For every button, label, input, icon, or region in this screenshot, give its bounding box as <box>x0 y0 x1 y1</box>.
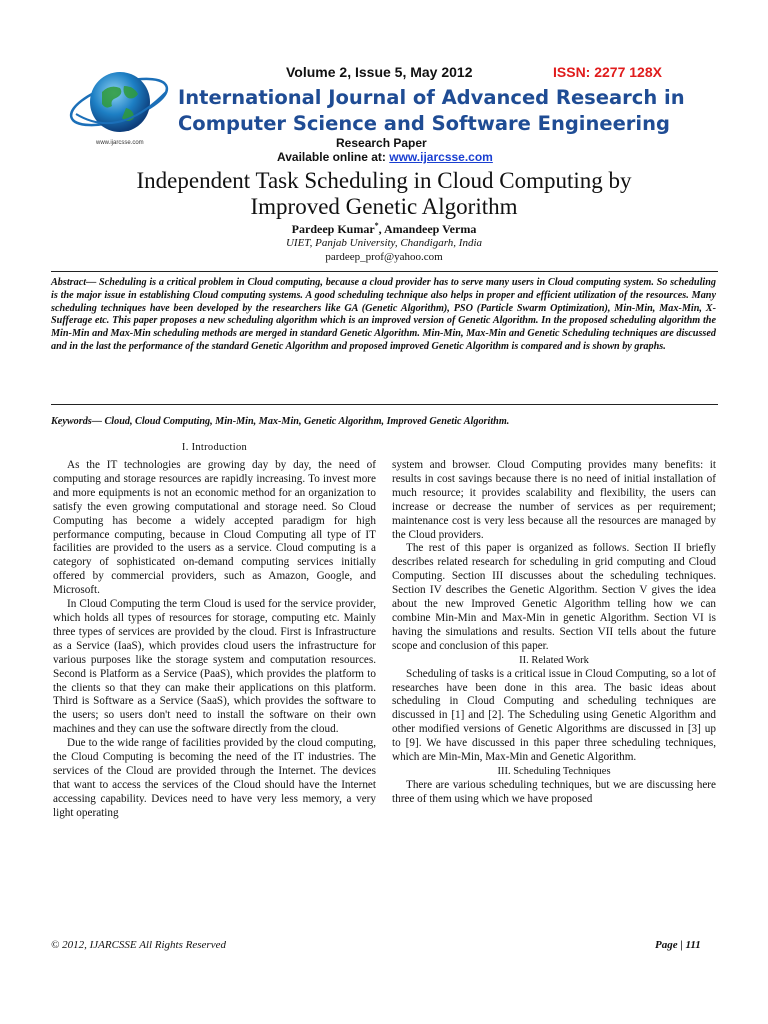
related-work-paragraph: Scheduling of tasks is a critical issue in Cloud Computing, so a lot of researches have been done in this area. The basic ideas about scheduling in Cloud Computing and scheduling techniques are discussed in [1] and [2]. The Scheduling using Genetic Algorithm and other modified versions of Genetic Algorithms are discussed in [3] up to [9]. We have discussed in this paper three scheduling techniques, which are Min-Min, Max-Min and Genetic Algorithm. <box>392 667 716 764</box>
author-2: , Amandeep Verma <box>378 222 477 236</box>
section-heading-introduction: I. Introduction <box>181 442 248 453</box>
intro-paragraph-1: As the IT technologies are growing day by day, the need of computing and storage resources are rapidly increasing. To invest more and more equipments is not an economic method for an organization to satisfy the even growing computational and storage need. So Cloud Computing has become a widely accepted paradigm for high performance computing, because in Cloud Computing all type of IT facilities are provided to the users as a service. Cloud computing is a category of sophisticated on-demand computing services initially offered by commercial providers, such as Amazon, Google, and Microsoft. <box>53 459 376 597</box>
abstract-top-rule <box>51 271 718 272</box>
abstract-label: Abstract <box>51 277 87 288</box>
keywords <box>51 416 716 427</box>
page-number: Page | 111 <box>655 939 701 951</box>
scheduling-paragraph: There are various scheduling techniques, but we are discussing here three of them using which we have proposed <box>392 778 716 805</box>
abstract-text: — Scheduling is a critical problem in Cloud computing, because a cloud provider has to serve many users in Cloud computing system. So scheduling is the major issue in establishing Cloud computing systems. A good scheduling technique also helps in proper and efficient utilization of the resources. Many scheduling techniques have been developed by the researchers like GA (Genetic Algorithm), PSO (Particle Swarm Optimization), Min-Min, Max-Min, X-Sufferage etc. This paper proposes a new scheduling algorithm which is an improved version of Genetic Algorithm. In the proposed scheduling algorithm the Min-Min and Max-Min scheduling methods are merged in standard Genetic Algorithm. Min-Min, Max-Min and Genetic Scheduling techniques are discussed and in the last the performance of the standard Genetic Algorithm and proposed improved Genetic Algorithm is compared and is shown by graphs. <box>51 277 716 352</box>
section-heading-related-work: II. Related Work <box>519 654 589 666</box>
paper-title-line2: Improved Genetic Algorithm <box>250 194 518 219</box>
author-1: Pardeep Kumar <box>291 222 375 236</box>
available-prefix: Available online at: <box>277 150 390 164</box>
authors <box>60 221 708 237</box>
available-online <box>277 150 493 164</box>
keywords-label: Keywords <box>51 416 92 427</box>
abstract <box>51 277 716 354</box>
journal-website-link[interactable]: www.ijarcsse.com <box>389 150 493 164</box>
author-mark: * <box>374 221 379 230</box>
right-paragraph-1: system and browser. Cloud Computing provides many benefits: it results in cost savings because there is no need of initial installation of much resource; it provides scalability and flexibility, the users can increase or decrease the number of services as per requirement; maintenance cost is very less because all the resources are managed by the Cloud providers. <box>392 459 716 541</box>
abstract-bottom-rule <box>51 404 718 405</box>
paper-title-line1: Independent Task Scheduling in Cloud Computing by <box>136 168 632 193</box>
author-email: pardeep_prof@yahoo.com <box>325 251 443 263</box>
intro-paragraph-2: In Cloud Computing the term Cloud is used for the service provider, which holds all types of resources for storage, computing etc. Mainly three types of services are provided by the cloud. First is Infrastructure as a Service (IaaS), which provides cloud users the infrastructure for various purposes like the storage system and computation resources. Second is Platform as a Service (PaaS), which provides the platform to the clients so that they can make their applications on this platform. Third is Software as a Service (SaaS), which provides the software to the users; so users don't need to install the software on their own machines and they can use the software directly from the cloud. <box>53 598 376 736</box>
affiliation: UIET, Panjab University, Chandigarh, India <box>285 237 483 249</box>
issn: ISSN: 2277 128X <box>553 64 662 80</box>
journal-title-line1: International Journal of Advanced Research in <box>178 86 685 109</box>
intro-paragraph-3: Due to the wide range of facilities provided by the cloud computing, the Cloud Computing is becoming the need of the IT industries. The services of the Cloud are provided through the Internet. The devices that want to access the services of the Cloud should have the Internet accessing capability. Devices need to have very less memory, a very light operating <box>53 737 376 819</box>
keywords-text: — Cloud, Cloud Computing, Min-Min, Max-Min, Genetic Algorithm, Improved Genetic Algorithm. <box>91 416 510 427</box>
copyright: © 2012, IJARCSSE All Rights Reserved <box>51 939 226 951</box>
right-paragraph-2: The rest of this paper is organized as follows. Section II briefly describes related research for scheduling in grid computing and Cloud Computing. Section III discusses about the scheduling techniques. Section IV describes the Genetic Algorithm. Section V gives the idea about the new Improved Genetic Algorithm telling how we can combine Min-Min and Max-Min in genetic Algorithm. Section VI is having the simulations and results. Section VII tells about the future scope and conclusion of this paper. <box>392 542 716 652</box>
journal-logo <box>66 62 172 148</box>
volume-issue: Volume 2, Issue 5, May 2012 <box>286 64 473 80</box>
left-column <box>53 459 376 821</box>
journal-title-line2: Computer Science and Software Engineering <box>178 112 670 135</box>
right-column <box>392 459 716 807</box>
logo-caption: www.ijarcsse.com <box>96 140 144 146</box>
paper-type: Research Paper <box>336 136 427 150</box>
section-heading-scheduling: III. Scheduling Techniques <box>497 765 611 777</box>
